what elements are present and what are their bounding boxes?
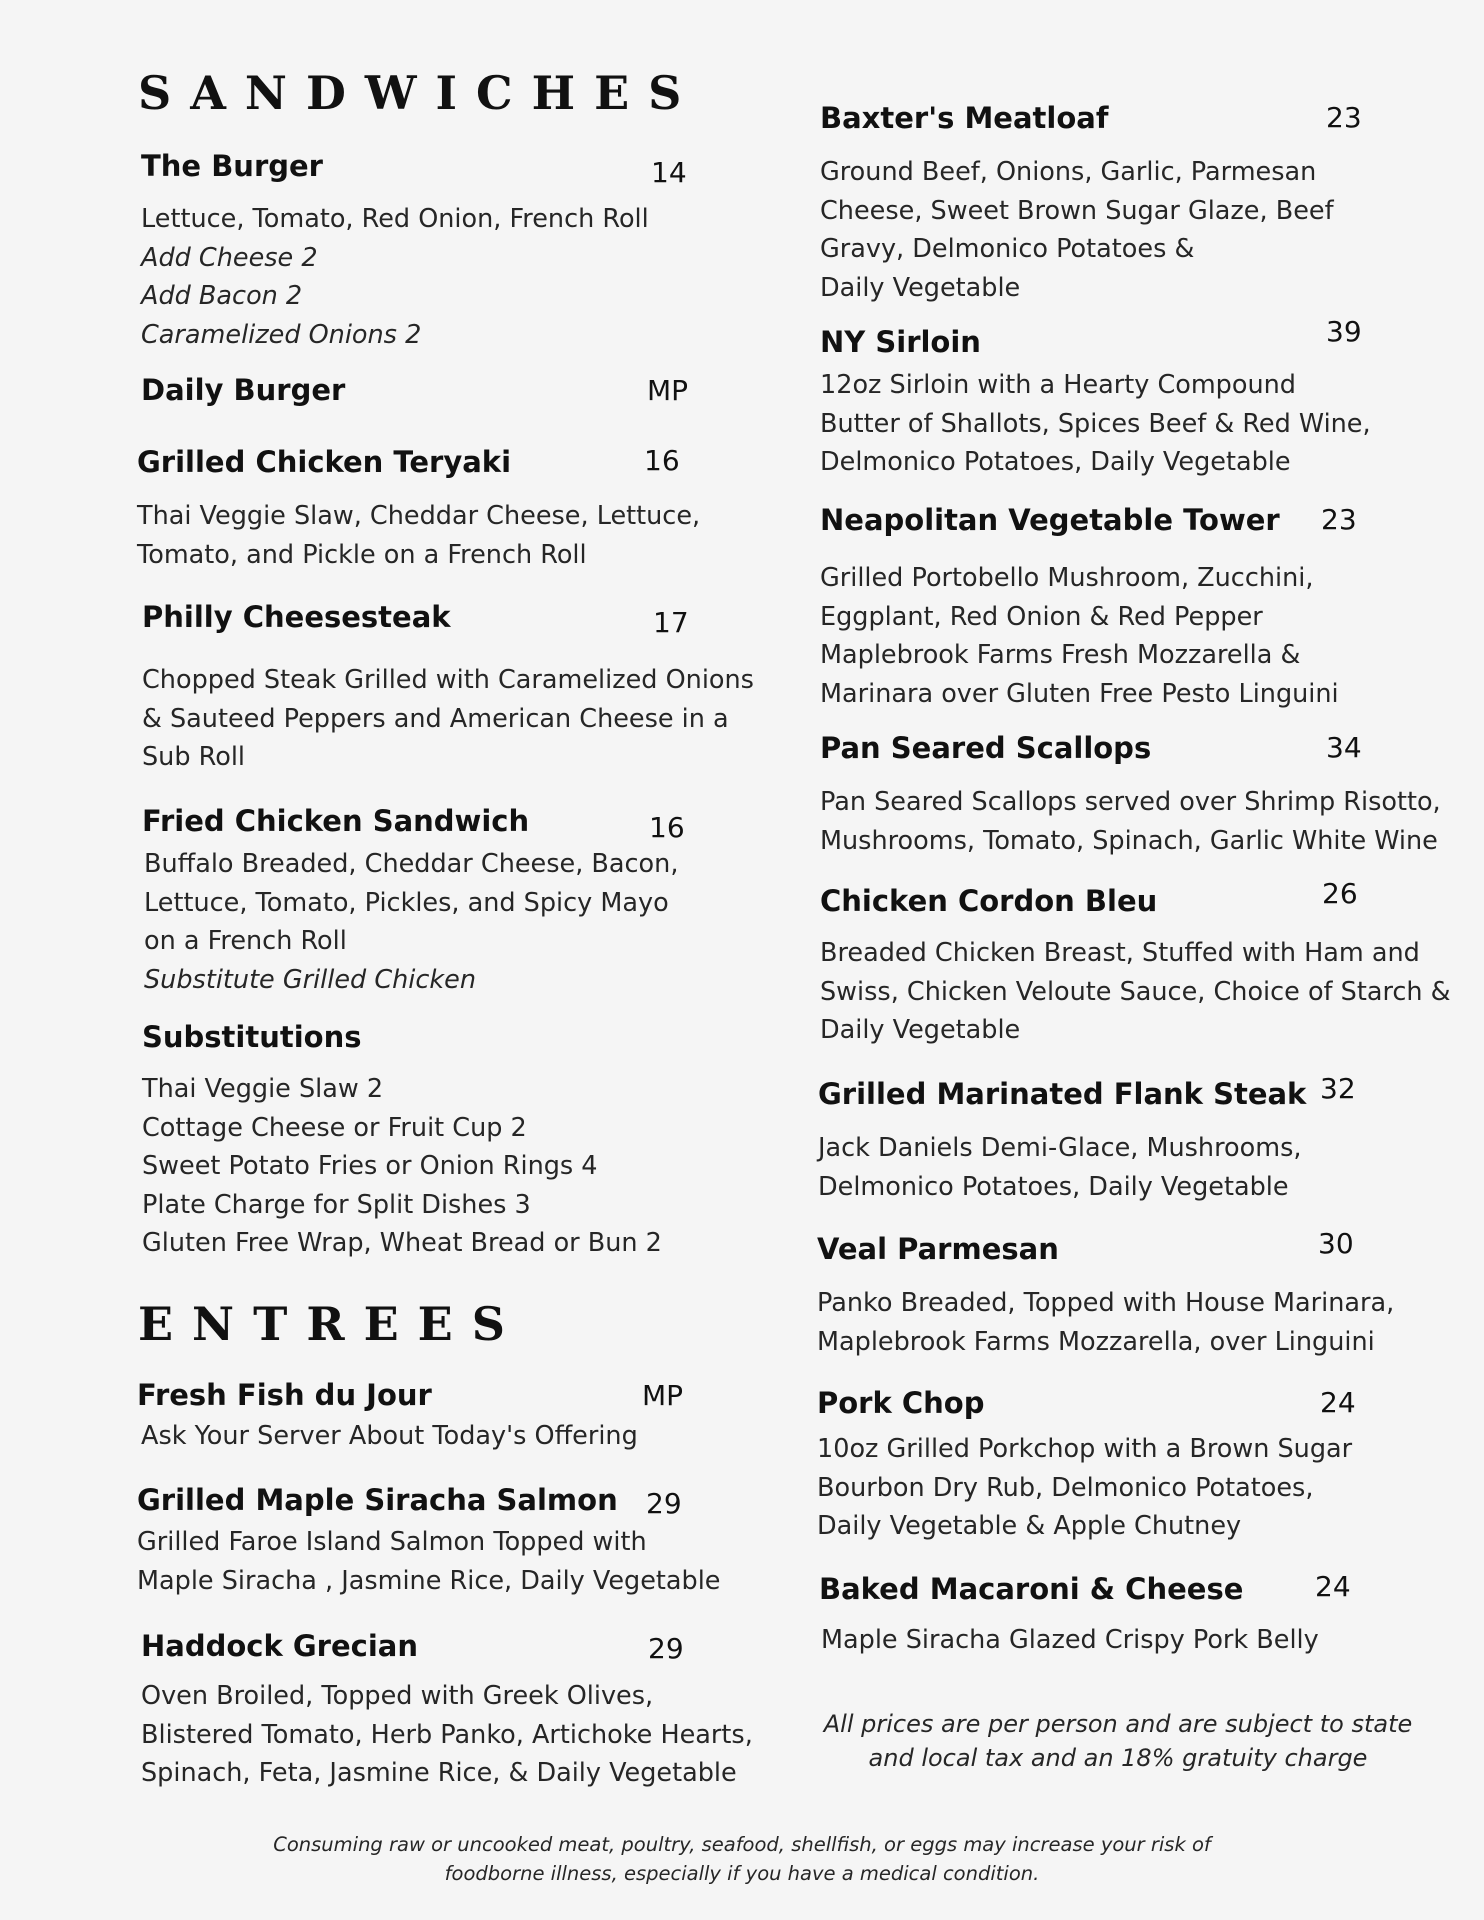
- item-description: Thai Veggie Slaw, Cheddar Cheese, Lettuce, Tomato, and Pickle on a French Roll: [137, 501, 701, 570]
- item-name: Pan Seared Scallops: [820, 731, 1152, 765]
- item-name: Fried Chicken Sandwich: [142, 804, 530, 838]
- item-price: 17: [653, 606, 689, 639]
- item-description: Maple Siracha Glazed Crispy Pork Belly: [821, 1625, 1319, 1655]
- item-price: 24: [1320, 1386, 1356, 1419]
- item-description: Buffalo Breaded, Cheddar Cheese, Bacon, Lettuce, Tomato, Pickles, and Spicy Mayo on a French Roll Substitute Grilled Chicken: [144, 849, 679, 995]
- item-description: Ground Beef, Onions, Garlic, Parmesan Cheese, Sweet Brown Sugar Glaze, Beef Gravy, Delmonico Potatoes & Daily Vegetable: [820, 157, 1334, 303]
- item-name: Grilled Maple Siracha Salmon: [137, 1483, 618, 1517]
- item-price: 34: [1326, 731, 1362, 764]
- item-name: Veal Parmesan: [817, 1232, 1059, 1266]
- item-name: Pork Chop: [817, 1386, 985, 1420]
- item-name: Neapolitan Vegetable Tower: [820, 503, 1280, 537]
- item-description: Lettuce, Tomato, Red Onion, French Roll Add Cheese 2 Add Bacon 2 Caramelized Onions 2: [141, 204, 649, 350]
- food-safety-disclaimer: Consuming raw or uncooked meat, poultry, seafood, shellfish, or eggs may increase your risk of foodborne illness, especially if you have a medical condition.: [273, 1833, 1211, 1885]
- item-price: 30: [1318, 1227, 1354, 1260]
- item-price: 23: [1321, 503, 1357, 536]
- item-description: 10oz Grilled Porkchop with a Brown Sugar Bourbon Dry Rub, Delmonico Potatoes, Daily Vegetable & Apple Chutney: [817, 1434, 1353, 1541]
- item-name: Chicken Cordon Bleu: [820, 884, 1158, 918]
- entrees-heading: ENTREES: [138, 1297, 524, 1351]
- item-description: Oven Broiled, Topped with Greek Olives, Blistered Tomato, Herb Panko, Artichoke Hearts, Spinach, Feta, Jasmine Rice, & Daily Vegetable: [141, 1681, 753, 1788]
- item-price: MP: [647, 374, 689, 407]
- item-price: 16: [649, 811, 685, 844]
- item-price: 16: [644, 444, 680, 477]
- item-price: 39: [1326, 315, 1362, 348]
- item-description: Grilled Faroe Island Salmon Topped with Maple Siracha , Jasmine Rice, Daily Vegetable: [137, 1527, 721, 1596]
- item-description: Panko Breaded, Topped with House Marinara, Maplebrook Farms Mozzarella, over Linguini: [817, 1288, 1395, 1357]
- item-name: The Burger: [141, 149, 323, 183]
- item-price: 23: [1326, 101, 1362, 134]
- item-name: Daily Burger: [141, 373, 346, 407]
- item-description: Grilled Portobello Mushroom, Zucchini, Eggplant, Red Onion & Red Pepper Maplebrook Farms Fresh Mozzarella & Marinara over Gluten Free Pesto Linguini: [820, 563, 1339, 709]
- sandwiches-heading: SANDWICHES: [138, 66, 701, 120]
- item-price: 32: [1320, 1072, 1356, 1105]
- item-price: 29: [646, 1487, 682, 1520]
- item-name: Philly Cheesesteak: [142, 600, 451, 634]
- price-note: All prices are per person and are subject to state and local tax and an 18% gratuity charge: [823, 1710, 1413, 1772]
- item-description: Ask Your Server About Today's Offering: [141, 1421, 638, 1451]
- item-price: 26: [1322, 877, 1358, 910]
- item-name: Baxter's Meatloaf: [820, 101, 1109, 135]
- item-description: Jack Daniels Demi-Glace, Mushrooms, Delmonico Potatoes, Daily Vegetable: [818, 1133, 1302, 1202]
- item-name: NY Sirloin: [820, 325, 981, 359]
- item-price: 29: [648, 1632, 684, 1665]
- item-price: 14: [651, 156, 687, 189]
- item-name: Haddock Grecian: [141, 1629, 418, 1663]
- item-name: Baked Macaroni & Cheese: [819, 1572, 1244, 1606]
- item-price: 24: [1315, 1570, 1351, 1603]
- item-description: Pan Seared Scallops served over Shrimp Risotto, Mushrooms, Tomato, Spinach, Garlic White Wine: [820, 787, 1441, 856]
- item-description: Chopped Steak Grilled with Caramelized Onions & Sauteed Peppers and American Cheese in a Sub Roll: [142, 665, 754, 772]
- item-name: Grilled Marinated Flank Steak: [818, 1077, 1307, 1111]
- item-description: Breaded Chicken Breast, Stuffed with Ham and Swiss, Chicken Veloute Sauce, Choice of Starch & Daily Vegetable: [820, 938, 1451, 1045]
- item-name: Grilled Chicken Teryaki: [137, 445, 512, 479]
- substitutions-list: Thai Veggie Slaw 2 Cottage Cheese or Fruit Cup 2 Sweet Potato Fries or Onion Rings 4 Plate Charge for Split Dishes 3 Gluten Free Wrap, Wheat Bread or Bun 2: [142, 1074, 662, 1258]
- item-price: MP: [642, 1379, 684, 1412]
- item-description: 12oz Sirloin with a Hearty Compound Butter of Shallots, Spices Beef & Red Wine, Delmonico Potatoes, Daily Vegetable: [820, 370, 1371, 477]
- item-name: Fresh Fish du Jour: [137, 1378, 432, 1412]
- section-title: Substitutions: [142, 1020, 362, 1054]
